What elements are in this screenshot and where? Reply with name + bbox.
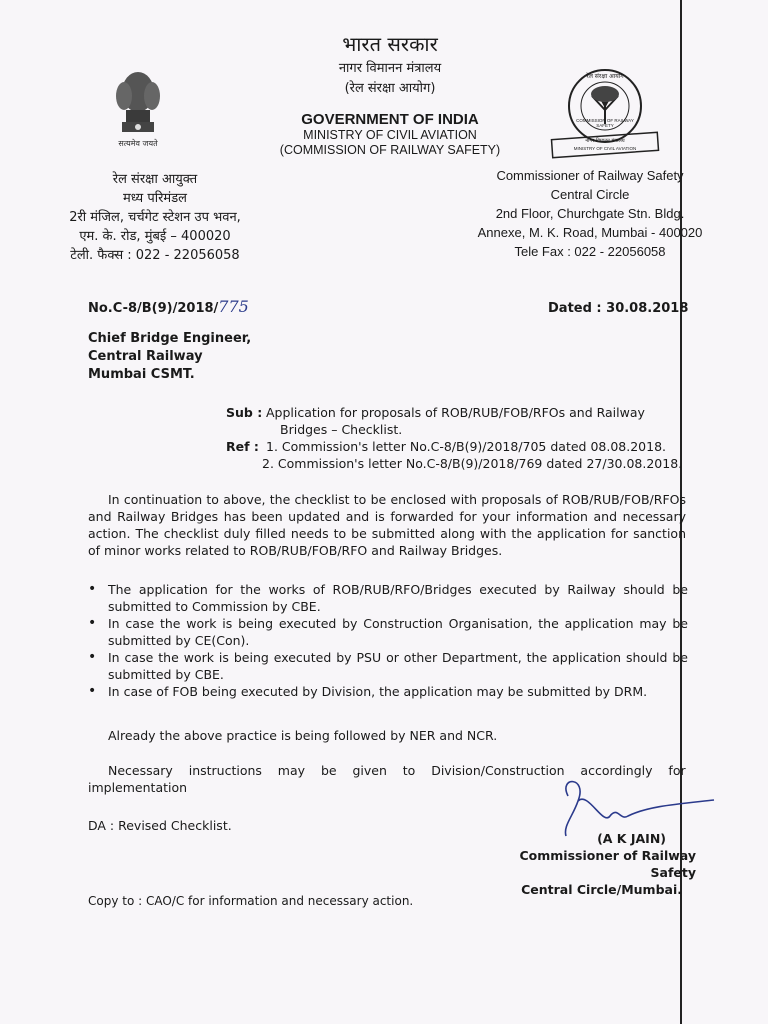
seal-bottom-text-2: MINISTRY OF CIVIL AVIATION	[573, 146, 637, 151]
hindi-ministry: नागर विमानन मंत्रालय	[338, 61, 442, 76]
seal-bottom-text-1: नागर विमानन मंत्रालय	[585, 138, 625, 144]
subject-block	[226, 404, 696, 472]
english-address-line: Commissioner of Railway Safety	[496, 168, 684, 183]
signatory-block	[496, 830, 696, 898]
bullet-item: • In case of FOB being executed by Division, the application may be submitted by DRM.	[88, 683, 688, 700]
enclosure-note: DA : Revised Checklist.	[88, 818, 232, 833]
commission-seal	[540, 66, 670, 166]
seal-top-text: रेल संरक्षा आयोग	[586, 73, 624, 80]
hindi-address-line: एम. के. रोड, मुंबई – 400020	[79, 229, 231, 244]
hindi-title: भारत सरकार	[342, 32, 438, 56]
signatory-designation: Commissioner of Railway Safety	[519, 848, 696, 880]
bullet-item: • The application for the works of ROB/RUB/RFO/Bridges executed by Railway should be submitted to Commission by CBE.	[88, 581, 688, 615]
paragraph-2: Already the above practice is being followed by NER and NCR.	[108, 728, 498, 743]
hindi-address-line: टेली. फैक्स : 022 - 22056058	[70, 248, 240, 263]
paragraph-3-line-2: implementation	[88, 780, 188, 795]
ref-line-1: 1. Commission's letter No.C-8/B(9)/2018/705 dated 08.08.2018.	[266, 439, 666, 454]
copy-to: Copy to : CAO/C for information and necessary action.	[88, 894, 414, 908]
hindi-address-line: मध्य परिमंडल	[123, 191, 187, 206]
paragraph-3-line-1: Necessary instructions may be given to Division/Construction accordingly for	[108, 763, 686, 778]
subject-line-1: Application for proposals of ROB/RUB/FOB/RFOs and Railway	[266, 405, 645, 420]
emblem-caption: सत्यमेव जयते	[118, 139, 158, 148]
hindi-commission: (रेल संरक्षा आयोग)	[344, 81, 436, 96]
english-address-line: Tele Fax : 022 - 22056058	[514, 244, 666, 259]
subject-label: Sub :	[226, 405, 263, 420]
subject-line-2: Bridges – Checklist.	[280, 422, 403, 437]
english-address	[470, 166, 710, 261]
bullet-list	[88, 581, 688, 700]
ref-line-2: 2. Commission's letter No.C-8/B(9)/2018/769 dated 27/30.08.2018.	[262, 456, 683, 471]
letter-date: Dated : 30.08.2018	[548, 301, 689, 316]
addressee-line: Mumbai CSMT.	[88, 367, 195, 382]
bullet-item: • In case the work is being executed by Construction Organisation, the application may be submitted by CE(Con).	[88, 615, 688, 649]
addressee-line: Chief Bridge Engineer,	[88, 331, 252, 346]
signatory-name: (A K JAIN)	[597, 831, 666, 846]
hindi-address	[40, 170, 270, 265]
bullet-item: • In case the work is being executed by PSU or other Department, the application should be submitted by CBE.	[88, 649, 688, 683]
hindi-address-line: 2री मंजिल, चर्चगेट स्टेशन उप भवन,	[69, 210, 241, 225]
seal-icon	[540, 66, 670, 166]
handwritten-suffix: 775	[218, 297, 249, 316]
ref-label: Ref :	[226, 439, 259, 454]
addressee	[88, 330, 251, 384]
reference-number	[88, 298, 249, 317]
english-address-line: Annexe, M. K. Road, Mumbai - 400020	[477, 225, 703, 240]
ministry-name: MINISTRY OF CIVIL AVIATION	[303, 128, 477, 142]
seal-ring-text: COMMISSION OF RAILWAY SAFETY	[576, 118, 634, 128]
paragraph-1: In continuation to above, the checklist to be enclosed with proposals of ROB/RUB/FOB/RFOs and Railway Bridges has been updated and is forwarded for your information and necessary action. The checklist duly filled needs to be submitted along with the application for sanction of minor works related to ROB/RUB/FOB/RFO and Railway Bridges.	[88, 492, 686, 558]
gov-title: GOVERNMENT OF INDIA	[301, 111, 479, 128]
signatory-office: Central Circle/Mumbai.	[521, 882, 682, 897]
commission-name: (COMMISSION OF RAILWAY SAFETY)	[279, 143, 501, 157]
national-emblem	[108, 66, 168, 156]
english-address-line: Central Circle	[550, 187, 630, 202]
hindi-address-line: रेल संरक्षा आयुक्त	[112, 172, 198, 187]
reference-number-text: No.C-8/B(9)/2018/	[88, 301, 219, 316]
addressee-line: Central Railway	[88, 349, 203, 364]
english-address-line: 2nd Floor, Churchgate Stn. Bldg.	[495, 206, 685, 221]
